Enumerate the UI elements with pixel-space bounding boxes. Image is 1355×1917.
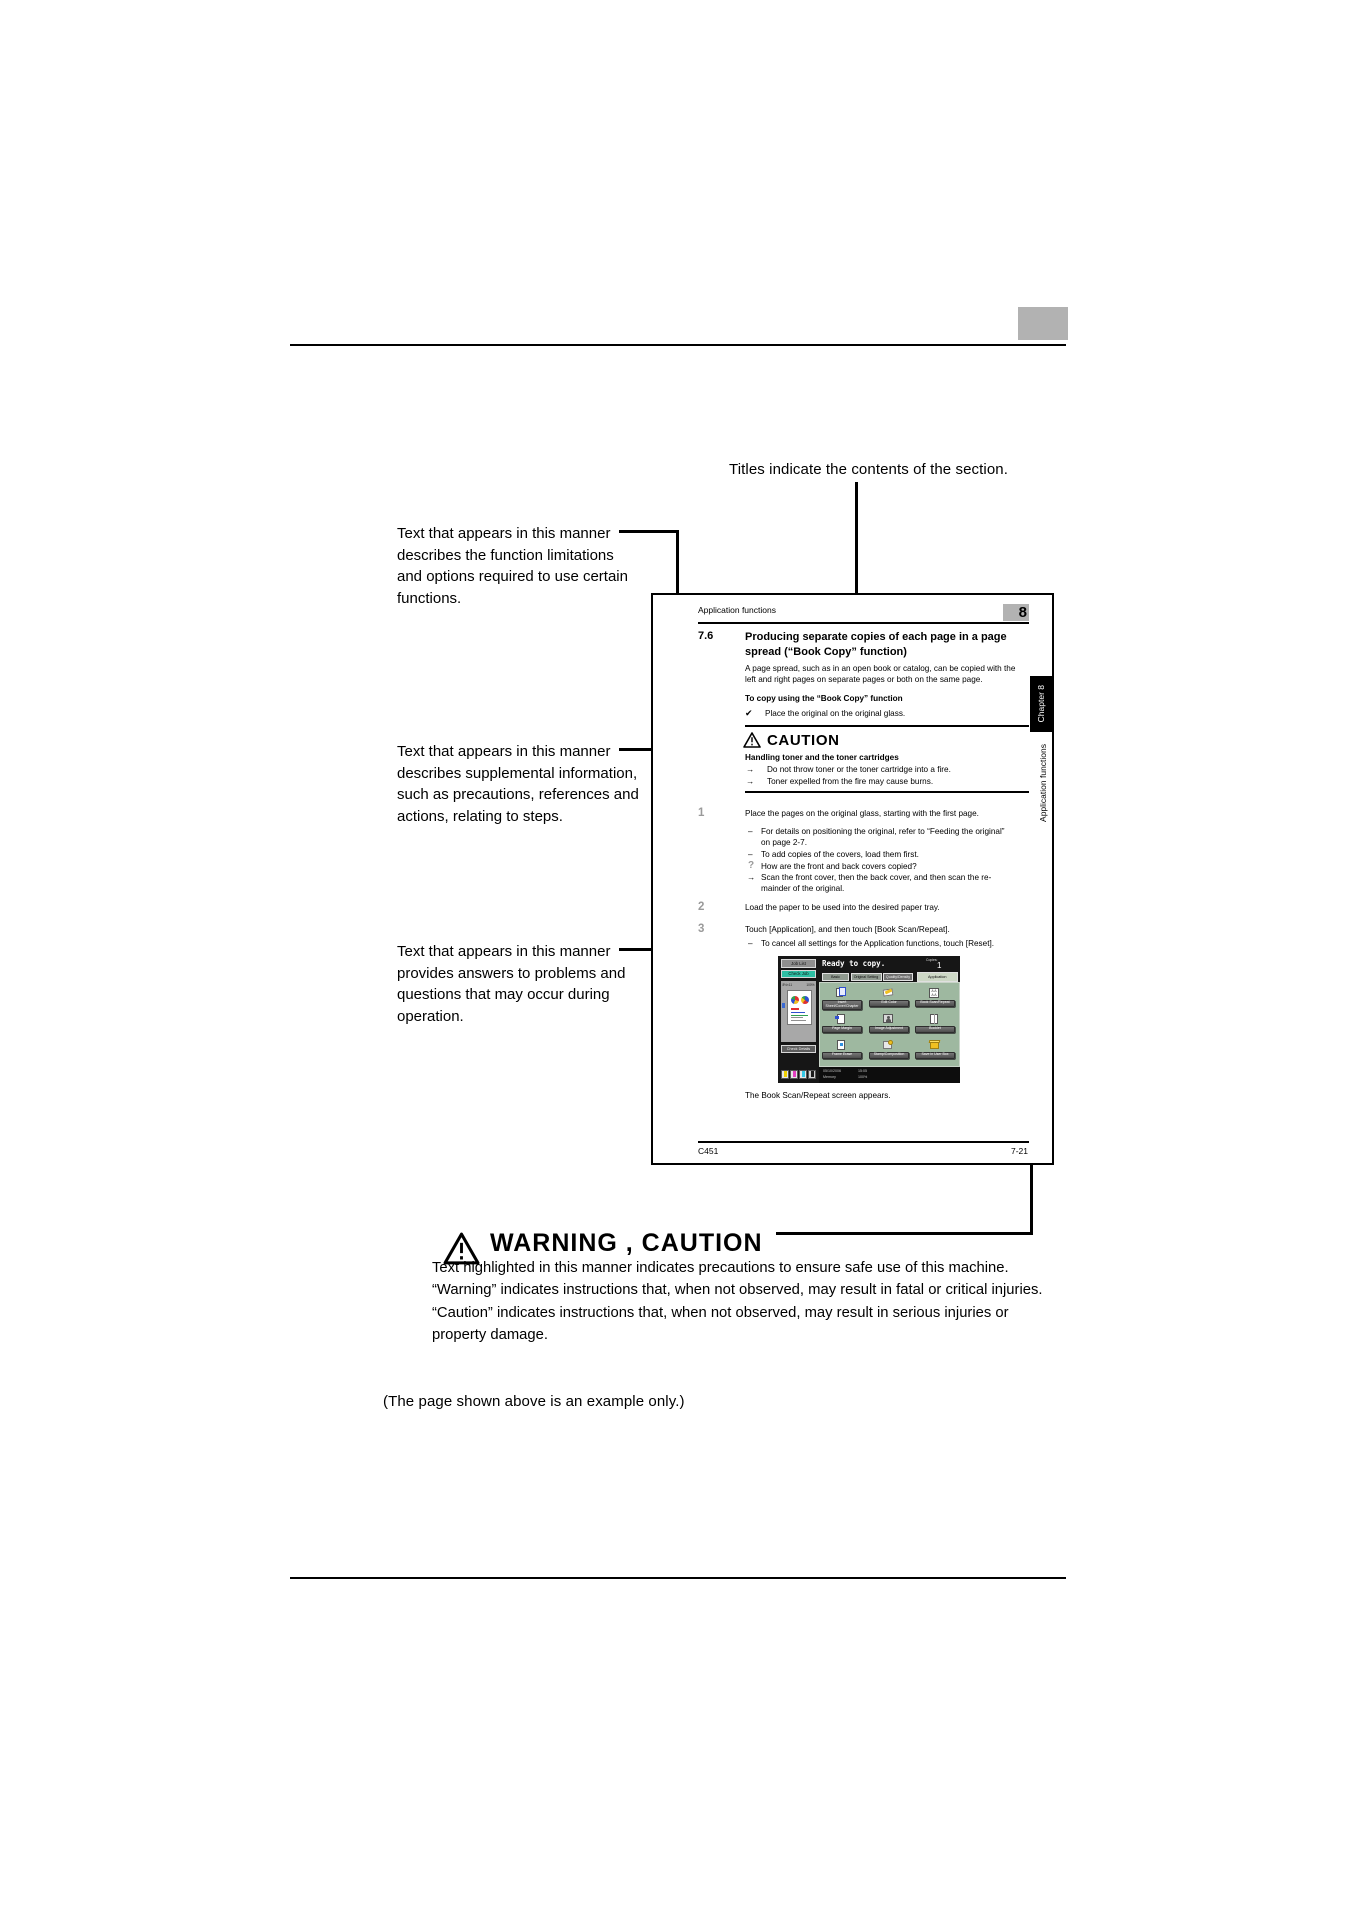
check-details-button[interactable] [781,1045,816,1053]
toner-indicator-magenta [790,1070,798,1079]
bottom-rule [290,1577,1066,1579]
tab-original-setting[interactable] [851,973,882,982]
paper-size-readout: 8½×11 [782,982,793,987]
caution-item-arrow: → [746,776,755,786]
thumb-line [791,1012,805,1013]
screen-date: 05/10/2006 [823,1069,841,1073]
side-section-label-text: Application functions [1038,744,1048,822]
section-intro-line1: A page spread, such as in an open book or catalog, can be copied with the [745,664,1016,673]
step1-note2: To add copies of the covers, load them first. [761,849,919,859]
toner-indicator-yellow [781,1070,789,1079]
status-message: Ready to copy. [822,958,886,968]
callout-supplemental-line: actions, relating to steps. [397,808,563,826]
callout-limitations [397,523,628,610]
pie-chart-thumb [791,996,799,1004]
caution-triangle-icon [743,732,761,748]
page-margin-button[interactable] [822,1026,862,1034]
footer-model: C451 [698,1146,719,1156]
section-intro-line2: left and right pages on separate pages or both on the same page. [745,674,983,684]
header-rule [698,622,1029,624]
callout-answers-line: Text that appears in this manner [397,943,611,960]
warning-body-line: Text highlighted in this manner indicates precautions to ensure safe use of this machine. [432,1260,1009,1276]
section-intro [745,664,1015,686]
insert-sheet-label: Insert Sheet/Cover/Chapter [825,1000,859,1008]
titles-annotation: Titles indicate the contents of the section. [729,461,1008,478]
callout-answers-line: operation. [397,1008,464,1026]
save-user-box-icon [928,1039,941,1050]
booklet-label: Booklet [929,1026,941,1031]
zoom-readout: 100% [806,982,815,987]
tab-application-label: Application [927,974,947,979]
save-user-box-label: Save in User Box [921,1052,949,1057]
callout-limitations-line: describes the function limitations [397,546,614,564]
step2-number: 2 [698,901,705,913]
frame-erase-button[interactable] [822,1052,862,1060]
tab-quality-density-label: Quality/Density [885,974,911,979]
chapter-tab [1030,676,1052,732]
callout-answers-line: provides answers to problems and [397,964,626,982]
booklet-button[interactable] [915,1026,955,1034]
step1-note1-line2: on page 2-7. [761,838,807,847]
note-dash: – [748,827,753,836]
edit-color-label: Edit Color [881,1000,897,1005]
answer-arrow: → [747,873,756,882]
separator-rule [745,725,1029,727]
booklet-icon [928,1013,941,1024]
caution-item-arrow: → [746,765,755,774]
check-mark: ✔ [745,708,753,718]
step1-text: Place the pages on the original glass, starting with the first page. [745,809,979,818]
book-scan-repeat-label: Book Scan/Repeat [920,1000,950,1005]
callout-limitations-line: functions. [397,590,462,608]
edit-color-icon [882,987,895,998]
memory-value: 100% [858,1074,868,1079]
thumb-line [791,1015,808,1016]
side-section-label [1036,735,1050,831]
step3-text: Touch [Application], and then touch [Book Scan/Repeat]. [745,925,950,934]
check-job-button[interactable] [781,970,816,979]
question-mark: ? [748,860,755,871]
page-header-title: Application functions [698,605,776,615]
step1-answer-line1: Scan the front cover, then the back cover, and then scan the re- [761,873,992,882]
thumb-line [791,1020,806,1021]
callout-supplemental-line: describes supplemental information, [397,764,638,782]
manual-page-example [651,593,1054,1165]
step2-text: Load the paper to be used into the desired paper tray. [745,903,940,912]
top-rule [290,344,1066,346]
step1-question: How are the front and back covers copied? [761,861,917,871]
image-adjustment-label: Image Adjustment [874,1026,903,1031]
section-number: 7.6 [698,630,714,642]
copier-touch-screen [778,956,960,1083]
step1-number: 1 [698,807,705,819]
result-text: The Book Scan/Repeat screen appears. [745,1091,891,1100]
job-list-label: Job List [791,960,806,966]
chapter-badge-number: 8 [1018,604,1027,621]
tab-basic-label: Basic [831,974,840,979]
caution-subheading: Handling toner and the toner cartridges [745,753,899,762]
corner-gray-box [1018,307,1068,340]
chapter-tab-label: Chapter 8 [1036,685,1046,723]
tab-application[interactable] [917,972,959,982]
callout-answers [397,941,625,1028]
insert-sheet-button[interactable] [822,1000,862,1011]
book-scan-repeat-button[interactable] [915,1000,955,1008]
page-preview-thumbnail [787,990,812,1025]
check-job-label: Check Job [788,971,809,977]
toner-indicator-black [808,1070,816,1079]
stamp-composition-label: Stamp/Composition [873,1052,905,1057]
caution-item: Toner expelled from the fire may cause burns. [767,776,934,786]
copies-value: 1 [937,960,942,970]
memory-label: Memory [823,1074,836,1079]
image-adjustment-icon [882,1013,895,1024]
toner-indicator-cyan [799,1070,807,1079]
caution-heading: CAUTION [767,732,840,749]
callout1-connector-h1 [619,530,677,533]
warning-body-line: “Caution” indicates instructions that, when not observed, may result in serious injuries or [432,1304,1009,1321]
book-scan-icon: A A A A [928,987,941,998]
section-title [745,630,1007,659]
warning-body-line: “Warning” indicates instructions that, when not observed, may result in fatal or critical injuries. [432,1282,1043,1299]
orientation-marker [782,1003,786,1008]
thumb-line [791,1017,803,1018]
step3-note: To cancel all settings for the Application functions, touch [Reset]. [761,939,995,948]
thumb-bar [791,1008,799,1011]
warning-body [432,1257,1043,1347]
footer-page-number: 7-21 [1011,1146,1029,1156]
warning-connector-h [776,1232,1033,1235]
tab-original-setting-label: Original Setting [853,974,879,979]
warning-body-line: property damage. [432,1327,548,1344]
tab-basic[interactable] [822,973,849,982]
callout-supplemental-line: Text that appears in this manner [397,743,611,760]
pie-chart-thumb [801,996,809,1004]
job-preview-panel [781,981,816,1042]
step1-answer-line2: mainder of the original. [761,884,845,893]
note-dash: – [748,939,753,948]
frame-erase-label: Frame Erase [831,1052,853,1057]
tab-quality-density[interactable] [883,973,913,982]
stamp-composition-button[interactable] [869,1052,909,1060]
procedure-heading: To copy using the “Book Copy” function [745,694,903,703]
page-margin-icon [835,1013,848,1024]
chapter-badge [1003,604,1029,621]
caution-item: Do not throw toner or the toner cartridge into a fire. [767,765,951,774]
save-user-box-button[interactable] [915,1052,955,1060]
frame-erase-icon [835,1039,848,1050]
callout-answers-line: questions that may occur during [397,986,610,1004]
image-adjustment-button[interactable] [869,1026,909,1034]
step1-note1-line1: For details on positioning the original, refer to “Feeding the original” [761,827,1005,836]
step3-number: 3 [698,923,705,935]
callout-supplemental [397,741,639,828]
stamp-composition-icon [882,1039,895,1050]
page-margin-label: Page Margin [832,1026,852,1031]
callout-supplemental-line: such as precautions, references and [397,786,639,804]
example-footnote: (The page shown above is an example only.) [383,1393,685,1410]
note-dash: – [748,849,753,859]
warning-heading: WARNING , CAUTION [490,1229,763,1257]
copies-label: Copies: [926,958,938,962]
edit-color-button[interactable] [869,1000,909,1008]
job-list-button[interactable] [781,959,816,968]
screen-time: 15:05 [858,1069,867,1073]
callout-limitations-line: and options required to use certain [397,568,628,586]
check-details-label: Check Details [786,1046,811,1051]
section-title-line1: Producing separate copies of each page in a page [745,631,1007,643]
insert-sheet-icon [835,987,848,998]
footer-rule [698,1141,1029,1143]
prerequisite-text: Place the original on the original glass. [765,709,906,718]
callout-limitations-line: Text that appears in this manner [397,525,611,542]
separator-rule [745,791,1029,793]
section-title-line2: spread (“Book Copy” function) [745,645,907,658]
